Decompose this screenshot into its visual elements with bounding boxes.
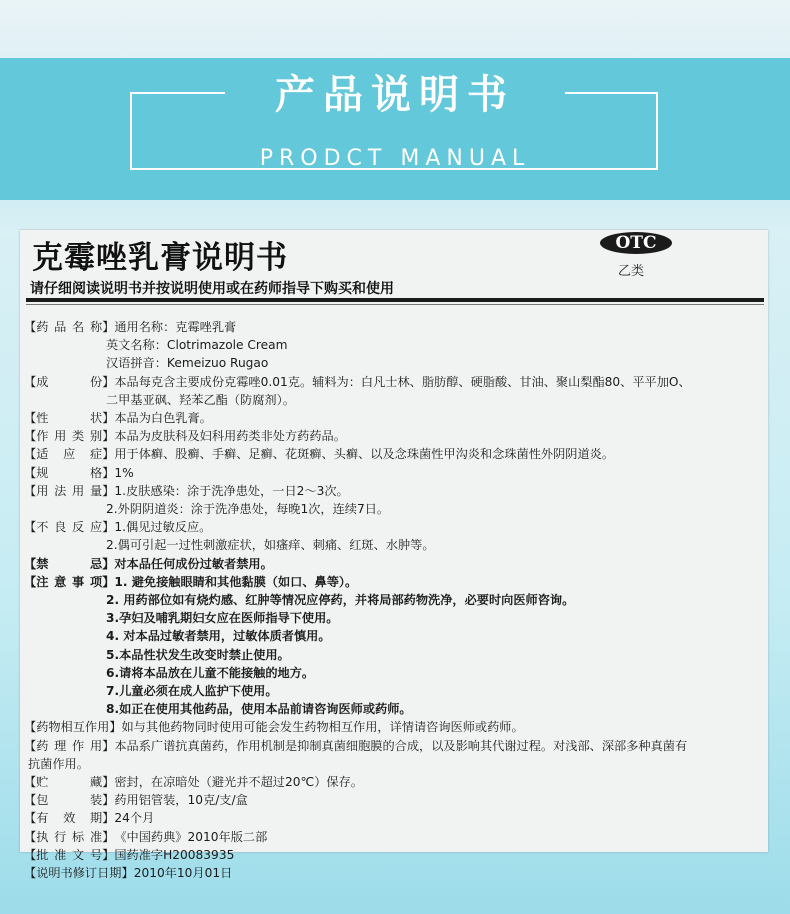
field-value: 本品每克含主要成份克霉唑0.01克。辅料为：白凡士林、脂肪醇、硬脂酸、甘油、聚山梨酯80、平平加O、 [114,374,691,389]
field-value: 24个月 [114,811,155,826]
field-value: 用于体癣、股癣、手癣、足癣、花斑癣、头癣、以及念珠菌性甲沟炎和念珠菌性外阴阴道炎。 [114,447,615,462]
list-item: 1.偶见过敏反应。 [114,520,212,535]
divider-thick [26,298,764,302]
row-standard: 【执行标准】 《中国药典》2010年版二部 [24,828,764,846]
field-label: 批准文号 [36,847,103,862]
field-value: 通用名称：克霉唑乳膏 [114,320,237,334]
row-contraindications: 【禁 忌】 对本品任何成份过敏者禁用。 [24,555,764,573]
field-label: 成 份 [36,374,103,389]
list-item: 2.偶可引起一过性刺激症状，如瘙痒、刺痛、红斑、水肿等。 [106,538,435,553]
row-composition: 【成 份】 本品每克含主要成份克霉唑0.01克。辅料为：白凡士林、脂肪醇、硬脂酸、甘油、聚山梨酯80、平平加O、 [24,373,764,391]
field-value: 2010年10月01日 [133,866,233,881]
field-value: 国药准字H20083935 [114,847,235,862]
field-label: 注意事项 [36,574,103,589]
banner-subtitle: PRODCT MANUAL [259,146,531,171]
field-label: 不良反应 [36,520,103,535]
banner-title: 产品说明书 [225,66,565,124]
row-interactions: 【药物相互作用】 如与其他药物同时使用可能会发生药物相互作用，详情请咨询医师或药师。 [24,718,764,736]
field-value: 本品系广谱抗真菌药，作用机制是抑制真菌细胞膜的合成，以及影响其代谢过程。对浅部、深部多种真菌有 [114,738,688,753]
field-label: 包 装 [36,793,103,808]
field-label: 适 应 症 [36,447,103,462]
field-label: 规 格 [36,465,103,480]
field-value: 二甲基亚砜、羟苯乙酯（防腐剂）。 [106,392,295,407]
field-value: 密封，在凉暗处（避光并不超过20℃）保存。 [114,775,363,790]
otc-class: 乙类 [618,264,645,279]
list-item: 5.本品性状发生改变时禁止使用。 [106,647,290,662]
field-value: 如与其他药物同时使用可能会发生药物相互作用，详情请咨询医师或药师。 [121,720,524,735]
field-value: 英文名称：Clotrimazole Cream [106,338,288,353]
row-adverse: 【不良反应】 1.偶见过敏反应。 [24,518,764,536]
divider-thin [26,304,764,305]
list-item: 8.如正在使用其他药品，使用本品前请咨询医师或药师。 [106,702,412,717]
field-value: 《中国药典》2010年版二部 [114,829,268,844]
otc-badge: OTC [600,232,672,254]
list-item: 4. 对本品过敏者禁用，过敏体质者慎用。 [106,629,331,644]
field-label: 有 效 期 [36,811,103,826]
list-item: 1.皮肤感染：涂于洗净患处，一日2～3次。 [114,483,349,498]
field-label: 药理作用 [36,738,103,753]
field-value: 本品为白色乳膏。 [114,411,212,426]
field-value: 汉语拼音：Kemeizuo Rugao [106,356,269,371]
row-approval: 【批准文号】 国药准字H20083935 [24,846,764,864]
list-item: 2.外阴阴道炎：涂于洗净患处，每晚1次，连续7日。 [106,502,390,517]
field-value: 本品为皮肤科及妇科用药类非处方药药品。 [114,429,346,444]
row-spec: 【规 格】 1% [24,464,764,482]
list-item: 6.请将本品放在儿童不能接触的地方。 [106,665,315,680]
field-label: 执行标准 [36,829,103,844]
row-name: 【药品名称】 通用名称：克霉唑乳膏 [24,318,764,336]
field-label: 禁 忌 [36,556,103,571]
row-dosage: 【用法用量】 1.皮肤感染：涂于洗净患处，一日2～3次。 [24,482,764,500]
leaflet-body [24,318,764,882]
leaflet-subtitle: 请仔细阅读说明书并按说明使用或在药师指导下购买和使用 [30,281,394,297]
row-revision: 【说明书修订日期】 2010年10月01日 [24,864,764,882]
field-value: 对本品任何成份过敏者禁用。 [114,556,273,571]
field-label: 用法用量 [36,483,103,498]
row-storage: 【贮 藏】 密封，在凉暗处（避光并不超过20℃）保存。 [24,773,764,791]
row-indications: 【适 应 症】 用于体癣、股癣、手癣、足癣、花斑癣、头癣、以及念珠菌性甲沟炎和念珠菌性外阴阴道炎。 [24,445,764,463]
field-label: 药品名称 [36,320,103,334]
row-validity: 【有 效 期】 24个月 [24,809,764,827]
field-value: 药用铝管装，10克/支/盒 [114,793,248,808]
field-label: 药物相互作用 [36,720,110,735]
field-label: 说明书修订日期 [36,866,122,881]
leaflet-sheet [20,230,768,881]
list-item: 3.孕妇及哺乳期妇女应在医师指导下使用。 [106,611,339,626]
field-value: 1% [114,465,134,480]
field-label: 贮 藏 [36,775,103,790]
list-item: 2. 用药部位如有烧灼感、红肿等情况应停药，并将局部药物洗净，必要时向医师咨询。 [106,593,575,608]
field-label: 作用类别 [36,429,103,444]
row-category: 【作用类别】 本品为皮肤科及妇科用药类非处方药药品。 [24,427,764,445]
field-label: 性 状 [36,411,103,426]
list-item: 7.儿童必须在成人监护下使用。 [106,684,278,699]
field-value: 抗菌作用。 [28,756,89,771]
row-precautions: 【注意事项】 1. 避免接触眼睛和其他黏膜（如口、鼻等）。 [24,573,764,591]
list-item: 1. 避免接触眼睛和其他黏膜（如口、鼻等）。 [114,574,358,589]
row-pharmacology: 【药理作用】 本品系广谱抗真菌药，作用机制是抑制真菌细胞膜的合成，以及影响其代谢过程。对浅部、深部多种真菌有 [24,737,764,755]
leaflet-title: 克霉唑乳膏说明书 [32,240,288,276]
row-appearance: 【性 状】 本品为白色乳膏。 [24,409,764,427]
row-package: 【包 装】 药用铝管装，10克/支/盒 [24,791,764,809]
